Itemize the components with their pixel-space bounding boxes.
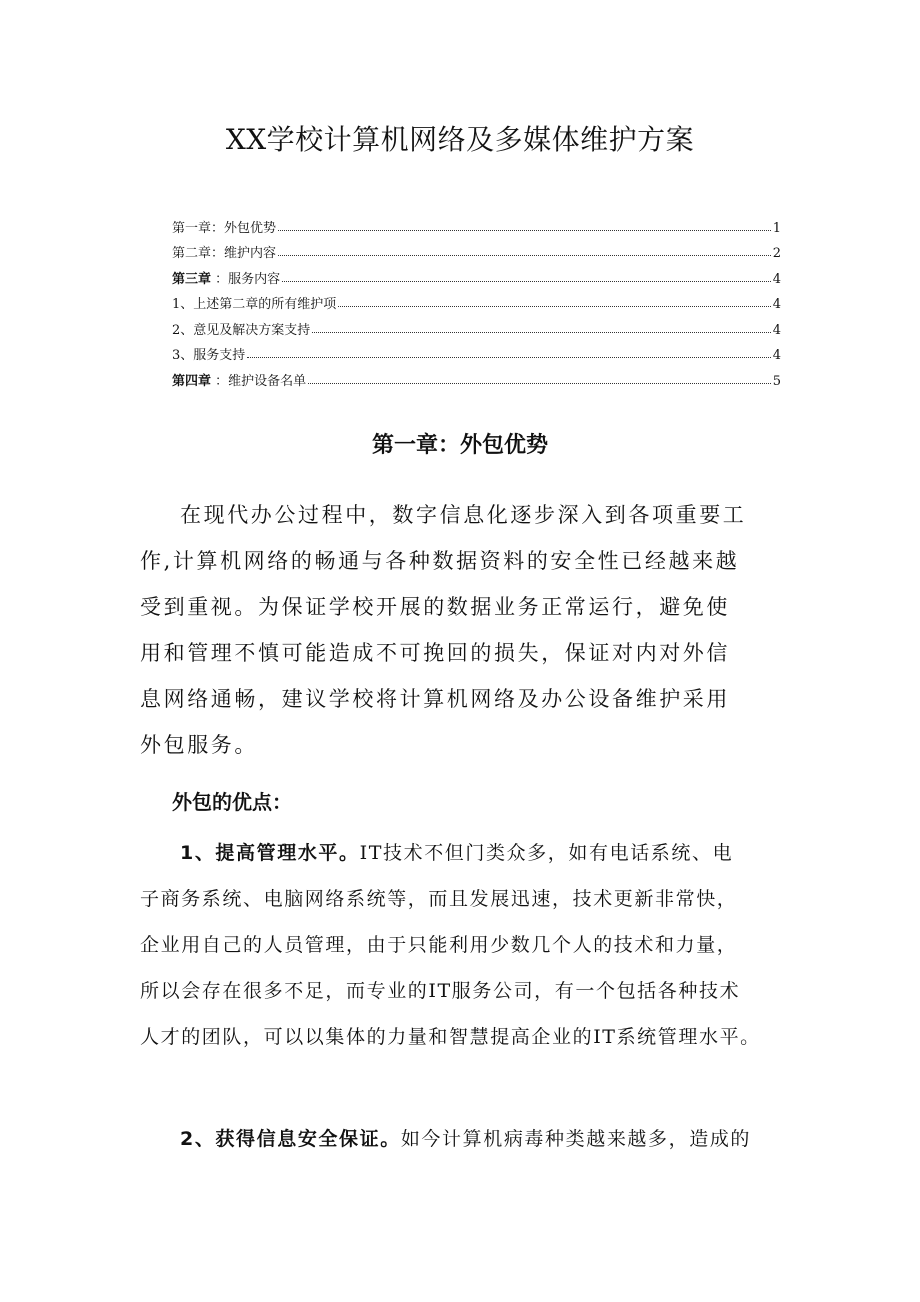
chapter-heading: 第一章：外包优势 <box>371 433 548 458</box>
toc-page-number: 4 <box>772 271 781 287</box>
toc-page-number: 5 <box>772 373 781 389</box>
advantage-point-1: 1、提高管理水平。IT技术不但门类众多，如有电话系统、电 子商务系统、电脑网络系统等，而且发展迅速，技术更新非常快， 企业用自己的人员管理，由于只能利用少数几个人的技术和力量， 所以会存在很多不足，而专业的IT服务公司，有一个包括各种技术 人才的团队，可以以集体的力量和智慧提高企业的IT系统管理水平。 <box>140 842 761 1048</box>
toc-entry[interactable]: 3、服务支持 4 <box>172 348 781 363</box>
toc-leader <box>278 254 771 256</box>
advantages-heading: 外包的优点： <box>172 790 292 814</box>
toc-leader <box>338 305 770 307</box>
toc-leader <box>312 331 770 333</box>
toc-leader <box>278 229 771 231</box>
toc-page-number: 4 <box>772 348 781 363</box>
toc-page-number: 4 <box>772 297 781 312</box>
toc-entry[interactable]: 第一章：外包优势 1 <box>172 220 781 236</box>
toc-page-number: 2 <box>772 246 781 261</box>
document-title: XX学校计算机网络及多媒体维护方案 <box>225 123 695 156</box>
toc-leader <box>247 356 770 358</box>
toc-entry[interactable]: 2、意见及解决方案支持 4 <box>172 322 781 338</box>
table-of-contents <box>172 210 781 389</box>
toc-page-number: 1 <box>772 220 781 236</box>
toc-leader <box>282 280 771 282</box>
toc-entry[interactable]: 第三章 ：服务内容 4 <box>172 271 781 287</box>
toc-entry[interactable]: 第四章 ：维护设备名单 5 <box>172 373 781 389</box>
intro-paragraph: 在现代办公过程中，数字信息化逐步深入到各项重要工 作,计算机网络的畅通与各种数据资料的安全性已经越来越 受到重视。为保证学校开展的数据业务正常运行，避免使 用和管理不慎可能造成不可挽回的损失，保证对内对外信 息网络通畅，建议学校将计算机网络及办公设备维护采用 外包服务。 <box>140 503 747 757</box>
toc-page-number: 4 <box>772 322 781 338</box>
toc-entry[interactable]: 第二章：维护内容 2 <box>172 246 781 261</box>
toc-entry[interactable]: 1、上述第二章的所有维护项 4 <box>172 297 781 312</box>
toc-leader <box>308 382 771 384</box>
advantage-point-2: 2、获得信息安全保证。如今计算机病毒种类越来越多，造成的 <box>180 1128 752 1150</box>
